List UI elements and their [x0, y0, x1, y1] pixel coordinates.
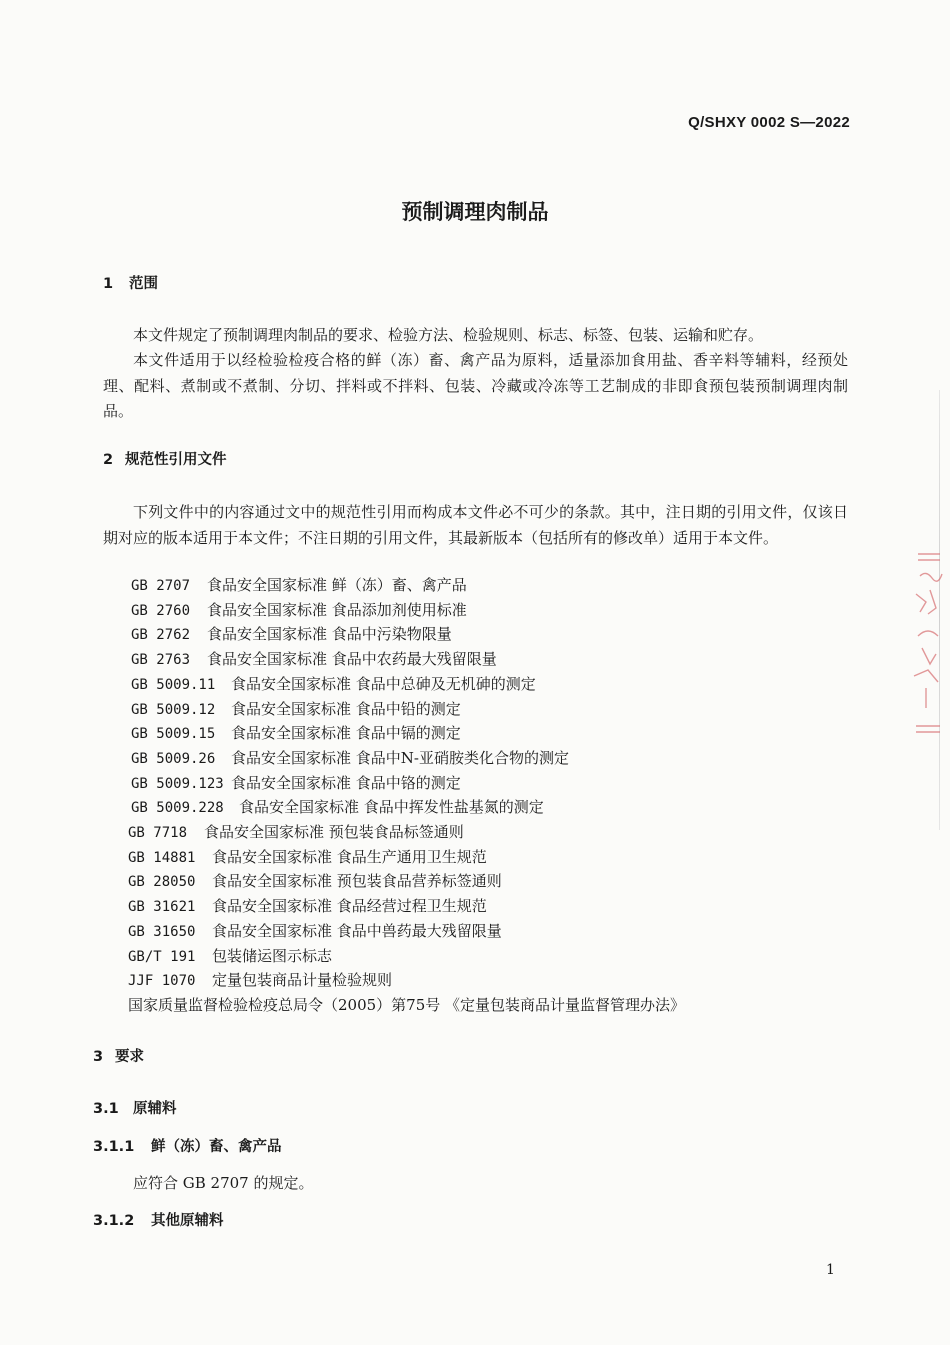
reference-item: [131, 771, 461, 796]
reference-item: [131, 573, 467, 598]
scope-paragraph-2: 本文件适用于以经检验检疫合格的鲜（冻）畜、禽产品为原料，适量添加食用盐、香辛料等辅料，经预处理、配料、煮制或不煮制、分切、拌料或不拌料、包装、冷藏或冷冻等工艺制成的非即食预包装预制调理肉制品。: [103, 351, 848, 420]
references-intro: 下列文件中的内容通过文中的规范性引用而构成本文件必不可少的条款。其中，注日期的引用文件，仅该日期对应的版本适用于本文件；不注日期的引用文件，其最新版本（包括所有的修改单）适用于本文件。: [103, 503, 848, 547]
reference-item: [131, 721, 461, 746]
reference-title: 食品安全国家标准 食品中镉的测定: [231, 724, 461, 742]
reference-title: 食品安全国家标准 食品中N-亚硝胺类化合物的测定: [231, 749, 569, 767]
section-number: 3.1.2: [93, 1213, 135, 1229]
reference-title: 食品安全国家标准 食品中挥发性盐基氮的测定: [239, 798, 544, 816]
reference-code: GB 5009.12: [131, 702, 216, 718]
reference-code: GB 2763: [131, 652, 191, 668]
section-number: 3.1.1: [93, 1139, 135, 1155]
reference-code: GB 5009.11: [131, 677, 216, 693]
reference-title: 食品安全国家标准 食品中总砷及无机砷的测定: [231, 675, 536, 693]
reference-title: 食品安全国家标准 食品中农药最大残留限量: [207, 650, 497, 668]
reference-title: 食品安全国家标准 预包装食品营养标签通则: [212, 872, 502, 890]
section-number: 3: [93, 1049, 104, 1065]
reference-title: 食品安全国家标准 预包装食品标签通则: [204, 823, 464, 841]
section-title: 原辅料: [133, 1101, 177, 1117]
reference-title: 食品安全国家标准 食品添加剂使用标准: [207, 601, 467, 619]
reference-title: 食品安全国家标准 食品经营过程卫生规范: [212, 897, 487, 915]
section-3-1-2-heading: [93, 1209, 224, 1230]
reference-item: [131, 697, 461, 722]
reference-title: 食品安全国家标准 食品中铬的测定: [231, 774, 461, 792]
reference-item: [131, 746, 569, 771]
scope-paragraph-1: 本文件规定了预制调理肉制品的要求、检验方法、检验规则、标志、标签、包装、运输和贮存。: [133, 326, 764, 344]
reference-item: [131, 598, 467, 623]
reference-item: [131, 795, 544, 820]
reference-code: GB 5009.228: [131, 800, 224, 816]
section-title: 鲜（冻）畜、禽产品: [151, 1139, 282, 1155]
section-title: 范围: [129, 276, 158, 292]
reference-title: 食品安全国家标准 食品中铅的测定: [231, 700, 461, 718]
reference-item: [128, 993, 685, 1017]
reference-item: [131, 672, 536, 697]
section-title: 其他原辅料: [151, 1213, 224, 1229]
reference-title: 国家质量监督检验检疫总局令（2005）第75号 《定量包装商品计量监督管理办法》: [128, 996, 686, 1014]
reference-title: 食品安全国家标准 鲜（冻）畜、禽产品: [207, 576, 467, 594]
reference-code: GB 28050: [128, 874, 196, 890]
section-2-heading: [103, 448, 227, 469]
reference-item: [128, 894, 487, 919]
section-3-1-1-heading: [93, 1135, 282, 1156]
reference-code: GB 5009.123: [131, 776, 224, 792]
section-number: 3.1: [93, 1101, 119, 1117]
section-number: 1: [103, 276, 114, 292]
document-number: Q/SHXY 0002 S—2022: [688, 114, 850, 131]
section-1-heading: [103, 272, 158, 293]
section-number: 2: [103, 452, 114, 468]
reference-item: [128, 968, 392, 993]
reference-code: GB 2762: [131, 627, 191, 643]
reference-item: [128, 820, 464, 845]
reference-code: GB 2760: [131, 603, 191, 619]
reference-item: [128, 845, 487, 870]
page-title: 预制调理肉制品: [401, 200, 549, 224]
seal-stamp-fragment: [910, 548, 944, 738]
section-3-1-heading: [93, 1097, 177, 1118]
reference-item: [128, 869, 502, 894]
reference-code: GB 31650: [128, 924, 196, 940]
reference-item: [128, 919, 502, 944]
section-title: 要求: [115, 1049, 144, 1065]
reference-code: GB 7718: [128, 825, 188, 841]
reference-item: [131, 647, 497, 672]
reference-code: JJF 1070: [128, 973, 196, 989]
reference-title: 定量包装商品计量检验规则: [212, 971, 393, 989]
reference-item: [128, 944, 332, 969]
reference-title: 食品安全国家标准 食品生产通用卫生规范: [212, 848, 487, 866]
reference-title: 包装储运图示标志: [212, 947, 333, 965]
reference-title: 食品安全国家标准 食品中兽药最大残留限量: [212, 922, 502, 940]
reference-code: GB 2707: [131, 578, 191, 594]
reference-code: GB 31621: [128, 899, 196, 915]
reference-code: GB 5009.26: [131, 751, 216, 767]
reference-item: [131, 622, 452, 647]
section-3-heading: [93, 1045, 144, 1066]
raw-material-requirement: 应符合 GB 2707 的规定。: [133, 1174, 314, 1192]
reference-title: 食品安全国家标准 食品中污染物限量: [207, 625, 452, 643]
section-title: 规范性引用文件: [125, 452, 227, 468]
reference-code: GB 14881: [128, 850, 196, 866]
reference-code: GB 5009.15: [131, 726, 216, 742]
reference-code: GB/T 191: [128, 949, 196, 965]
page-number: 1: [826, 1262, 835, 1278]
